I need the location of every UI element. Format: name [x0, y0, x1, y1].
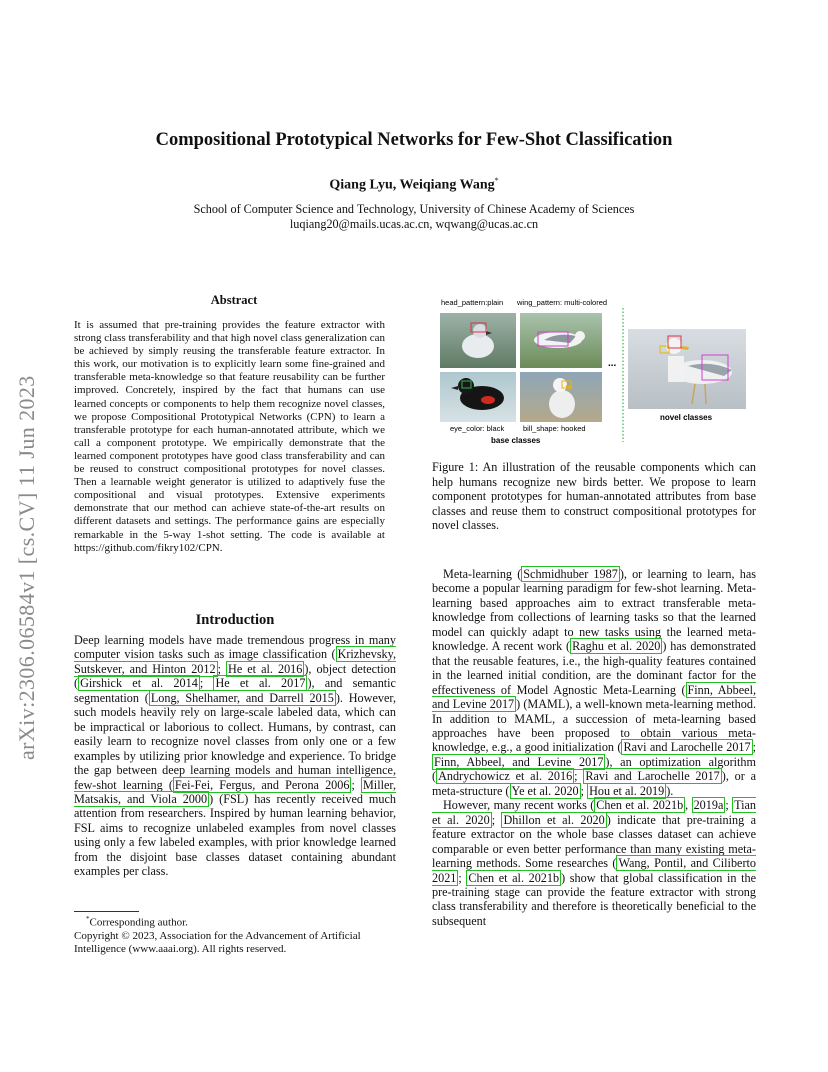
text-span: However, many recent works ( [443, 798, 595, 813]
emails: luqiang20@mails.ucas.ac.cn, wqwang@ucas.ac.cn [289, 217, 539, 231]
text-span: ; [574, 769, 584, 784]
bird-image-hooked-bill [520, 372, 602, 422]
citation-link[interactable]: Hou et al. 2019 [589, 783, 665, 798]
citation-link[interactable]: 2019a [693, 798, 724, 813]
citation-link[interactable]: He et al. 2017 [215, 676, 306, 691]
citation-link[interactable]: Fei-Fei, Fergus, and Perona 2006 [174, 777, 350, 792]
footnote [74, 913, 396, 956]
footnote-rule [74, 911, 139, 912]
ellipsis: ... [608, 358, 617, 369]
label-bill-shape: bill_shape: hooked [523, 424, 586, 433]
bird-image-novel [628, 329, 746, 409]
corresponding-mark: * [494, 176, 499, 185]
citation-link[interactable]: Tian et al. 2020 [432, 798, 756, 827]
label-head-pattern: head_pattern:plain [441, 298, 504, 307]
text-span: ; [199, 676, 214, 691]
text-span: ; [351, 777, 361, 792]
citation-link[interactable]: Chen et al. 2021b [468, 870, 560, 885]
label-base-classes: base classes [491, 436, 541, 445]
text-span: Deep learning models have made tremendous progress in many computer vision tasks such as image classification ( [74, 633, 396, 662]
text-span: ) indicate that pre-training a feature extractor on the whole base classes dataset can achieve comparable or even better performance than many existing meta-learning methods. Some researches ( [432, 812, 756, 871]
affiliation: School of Computer Science and Technology, University of Chinese Academy of Sciences [193, 202, 635, 216]
abstract-text: It is assumed that pre-training provides the feature extractor with strong class transferability and that high novel class generalization can be achieved by simply reusing the transferable feature extractor. In this work, our motivation is to explicitly learn some fine-grained and transferable meta-knowledge so that feature reusability can be further improved. Concretely, inspired by the fact that humans can use learned concepts or components to help them recognize novel classes, we propose Compositional Prototypical Networks (CPN) to learn a transferable prototype for each human-annotated attribute, which we call a component prototype. We empirically demonstrate that the learned component prototypes have good class transferability and can be reused to construct compositional prototypes for novel classes. Then a learnable weight generator is utilized to adaptively fuse the compositional and visual prototypes. Extensive experiments demonstrate that our method can achieve state-of-the-art results on different datasets and settings. The performance gains are especially remarkable in the 5-way 1-shot setting. The code is available at https://github.com/fikry102/CPN. [74, 319, 385, 554]
text-span: ; [752, 740, 757, 755]
label-novel-classes: novel classes [660, 413, 713, 422]
citation-link[interactable]: Ye et al. 2020 [511, 783, 579, 798]
citation-link[interactable]: Dhillon et al. 2020 [503, 812, 605, 827]
citation-link[interactable]: Schmidhuber 1987 [523, 567, 618, 581]
citation-link[interactable]: Wang, Pontil, and Ciliberto 2021 [432, 856, 756, 885]
text-span: ) has demonstrated that the reusable features, i.e., the high-quality features contained in the learned initial condition, are the dominant factor for the effectiveness of Model Agnostic Meta-Learning ( [432, 639, 756, 697]
footnote-line [74, 913, 396, 930]
footnote-text: Corresponding author. [89, 916, 188, 929]
copyright-text: Copyright © 2023, Association for the Advancement of Artificial Intelligence (www.aaai.org). All rights reserved. [74, 929, 361, 955]
bird-image-multicolored-wing [520, 313, 602, 368]
label-wing-pattern: wing_pattern: multi-colored [517, 298, 608, 307]
paragraph [432, 567, 756, 798]
affiliation-block [0, 202, 828, 232]
citation-link[interactable]: Girshick et al. 2014 [80, 676, 198, 691]
paragraph [432, 798, 756, 928]
text-span: , [685, 798, 692, 813]
introduction-text [74, 633, 396, 879]
citation-link[interactable]: Finn, Abbeel, and Levine 2017 [432, 682, 756, 712]
bird-image-plain-head [440, 313, 516, 368]
text-span: ) show that global classification in the pre-training stage can provide the feature extractor with strong class transferability and therefore is theoretically beneficial to the subsequent [432, 870, 757, 928]
text-span: ; [217, 661, 227, 676]
text-span: ; [725, 798, 733, 813]
text-span: ), or a meta-structure ( [432, 769, 757, 798]
citation-link[interactable]: Ravi and Larochelle 2017 [623, 740, 751, 755]
citation-link[interactable]: Andrychowicz et al. 2016 [438, 769, 573, 784]
citation-link[interactable]: Finn, Abbeel, and Levine 2017 [434, 754, 604, 769]
text-span: ), or learning to learn, has become a popular learning paradigm for few-shot learning. Meta-learning based approaches aim to extract transferable meta-knowledge from collections of learning tasks so that the learned model can quickly adapt to new tasks using the learned meta-knowledge. A recent work ( [432, 567, 756, 654]
right-column-text [432, 567, 756, 928]
author-names: Qiang Lyu, Weiqiang Wang [329, 177, 495, 193]
text-span: ) (MAML), a well-known meta-learning method. In addition to MAML, a succession of meta-learning based approaches have been proposed to obtain various meta-knowledge, e.g., a good initialization ( [432, 697, 757, 755]
abstract-heading: Abstract [210, 293, 258, 307]
introduction-heading: Introduction [195, 612, 275, 628]
paper-title: Compositional Prototypical Networks for Few-Shot Classification [155, 130, 673, 150]
citation-link[interactable]: Chen et al. 2021b [596, 798, 684, 813]
text-span: ; [580, 783, 588, 798]
citation-link[interactable]: Raghu et al. 2020 [572, 639, 661, 654]
text-span: ), an optimization algorithm ( [432, 754, 756, 784]
text-span: ), and semantic segmentation ( [74, 676, 396, 705]
footnote-mark: * [86, 915, 90, 923]
authors [0, 176, 828, 194]
citation-link[interactable]: He et al. 2016 [228, 661, 303, 676]
text-span: ; [491, 812, 502, 827]
figure-1 [440, 296, 760, 450]
citation-link[interactable]: Long, Shelhamer, and Darrell 2015 [150, 690, 334, 705]
citation-link[interactable]: Krizhevsky, Sutskever, and Hinton 2012 [74, 647, 396, 676]
text-span: ; [458, 870, 467, 885]
citation-link[interactable]: Ravi and Larochelle 2017 [585, 769, 720, 784]
text-span: ) (FSL) has recently received much attention from researchers. Inspired by human learning behavior, FSL aims to recognize unlabeled examples from novel classes using only a few labeled examples, with prior knowledge learned from the disjoint base classes dataset containing abundant examples per class. [74, 791, 397, 879]
figure-caption: Figure 1: An illustration of the reusable components which can help humans recognize new birds better. We propose to learn component prototypes for human-annotated attributes from base classes and reuse them to construct compositional prototypes for novel classes. [432, 460, 756, 533]
citation-link[interactable]: Miller, Matsakis, and Viola 2000 [74, 777, 396, 806]
text-span: ). However, such models heavily rely on large-scale labeled data, which can be impractical or laborious to collect. Humans, by contrast, can easily learn to recognize novel classes from only one or a few examples by utilizing prior knowledge and experience. To bridge the gap between deep learning models and human intelligence, few-shot learning ( [74, 690, 396, 792]
text-span: ). [666, 783, 674, 798]
text-span: Meta-learning ( [443, 567, 522, 581]
bird-image-black-eye [440, 372, 516, 422]
arxiv-stamp: arXiv:2306.06584v1 [cs.CV] 11 Jun 2023 [14, 375, 39, 760]
text-span: ), object detection ( [74, 661, 396, 691]
label-eye-color: eye_color: black [450, 424, 505, 433]
